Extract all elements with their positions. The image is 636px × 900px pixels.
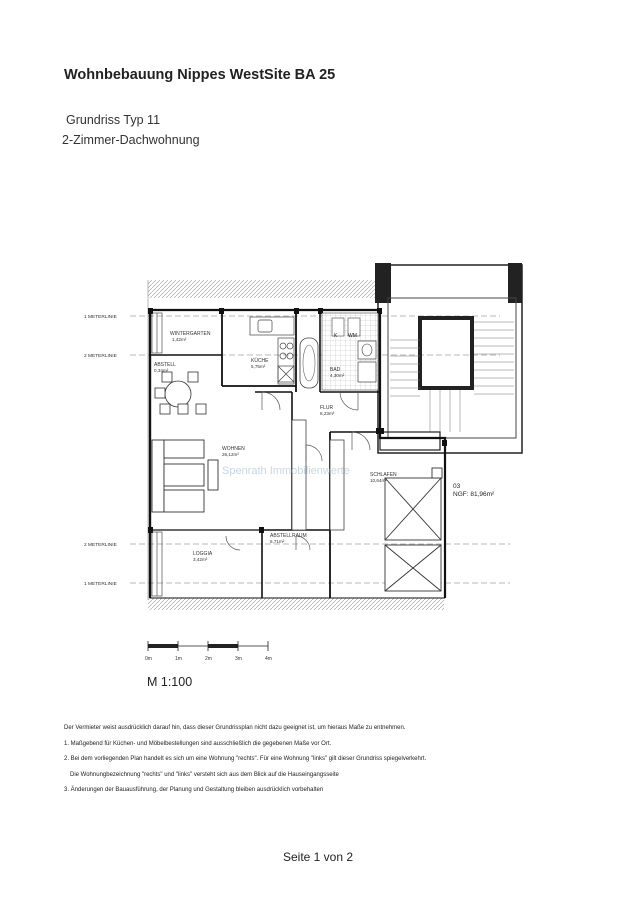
room-abstellraum-area: 5,71m² bbox=[270, 539, 285, 544]
note-intro: Der Vermieter weist ausdrücklich darauf hin, dass dieser Grundrissplan nicht dazu geeignet ist, um hieraus Maße zu entnehmen. bbox=[64, 725, 406, 731]
room-bad-area: 4,30m² bbox=[330, 373, 345, 378]
room-bad-name: BAD bbox=[330, 367, 341, 373]
scale-label: M 1:100 bbox=[147, 675, 193, 689]
unit-area: NGF: 81,96m² bbox=[453, 491, 495, 498]
scale-tick-0: 0m bbox=[145, 656, 152, 662]
room-wintergarten-name: WINTERGARTEN bbox=[170, 331, 211, 337]
room-abstellraum-name: ABSTELLRAUM bbox=[270, 533, 307, 539]
scale-tick-3: 3m bbox=[235, 656, 242, 662]
room-kueche-name: KÜCHE bbox=[251, 358, 269, 364]
kitchen-appliance-label-k: K bbox=[334, 333, 338, 339]
room-loggia-name: LOGGIA bbox=[193, 551, 213, 557]
note-3: 3. Änderungen der Bauausführung, der Planung und Gestaltung bleiben ausdrücklich vorbehalten bbox=[64, 787, 324, 794]
floorplan-type: Grundriss Typ 11 bbox=[66, 113, 161, 127]
living-furniture bbox=[152, 440, 218, 512]
room-flur-area: 8,23m² bbox=[320, 411, 335, 416]
room-schlafen-area: 10,64m² bbox=[370, 478, 387, 483]
kitchen-fixtures bbox=[250, 317, 294, 384]
room-wintergarten-area: 1,42m² bbox=[172, 337, 187, 342]
bed bbox=[385, 468, 442, 591]
scale-tick-4: 4m bbox=[265, 656, 272, 662]
meterline-label-3: 2 METERLINIE bbox=[84, 543, 117, 548]
room-wohnen-area: 26,12m² bbox=[222, 452, 239, 457]
room-loggia-area: 3,42m² bbox=[193, 557, 208, 562]
note-2: 2. Bei dem vorliegenden Plan handelt es sich um eine Wohnung "rechts". Für eine Wohnung "links" gilt dieser Grundriss spiegelverkehrt. bbox=[64, 756, 427, 763]
page-number: Seite 1 von 2 bbox=[282, 850, 354, 864]
staircase bbox=[375, 263, 522, 453]
room-abstell-name: ABSTELL bbox=[154, 362, 176, 368]
room-abstell-area: 0,34m² bbox=[154, 368, 169, 373]
room-wohnen-name: WOHNEN bbox=[222, 446, 245, 452]
roof-strip-bottom bbox=[148, 598, 444, 610]
roof-strip-top bbox=[148, 280, 380, 298]
apartment-type: 2-Zimmer-Dachwohnung bbox=[62, 133, 200, 147]
bathroom-fixtures bbox=[300, 313, 378, 390]
note-2-continued: Die Wohnungbezeichnung "rechts" und "links" versteht sich aus dem Blick auf die Hauseingangsseite bbox=[70, 771, 339, 778]
disclaimer-notes bbox=[64, 721, 624, 799]
room-kueche-area: 5,75m² bbox=[251, 364, 266, 369]
scale-bar bbox=[148, 641, 268, 651]
meterline-label-4: 1 METERLINIE bbox=[84, 582, 117, 587]
note-1: 1. Maßgebend für Küchen- und Möbelbestellungen sind ausschließlich die gegebenen Maße vor Ort. bbox=[64, 740, 332, 747]
room-schlafen-name: SCHLAFEN bbox=[370, 472, 397, 478]
scale-tick-2: 2m bbox=[205, 656, 212, 662]
room-flur-name: FLUR bbox=[320, 405, 334, 411]
meterline-label-1: 1 METERLINIE bbox=[84, 315, 117, 320]
washing-machine-label: WM bbox=[348, 333, 357, 339]
scale-tick-1: 1m bbox=[175, 656, 182, 662]
unit-number: 03 bbox=[453, 483, 461, 490]
dining-set bbox=[155, 372, 206, 414]
watermark: Spenrath Immobilienwerte bbox=[222, 465, 350, 477]
document-title: Wohnbebauung Nippes WestSite BA 25 bbox=[64, 67, 336, 83]
meterline-label-2: 2 METERLINIE bbox=[84, 354, 117, 359]
